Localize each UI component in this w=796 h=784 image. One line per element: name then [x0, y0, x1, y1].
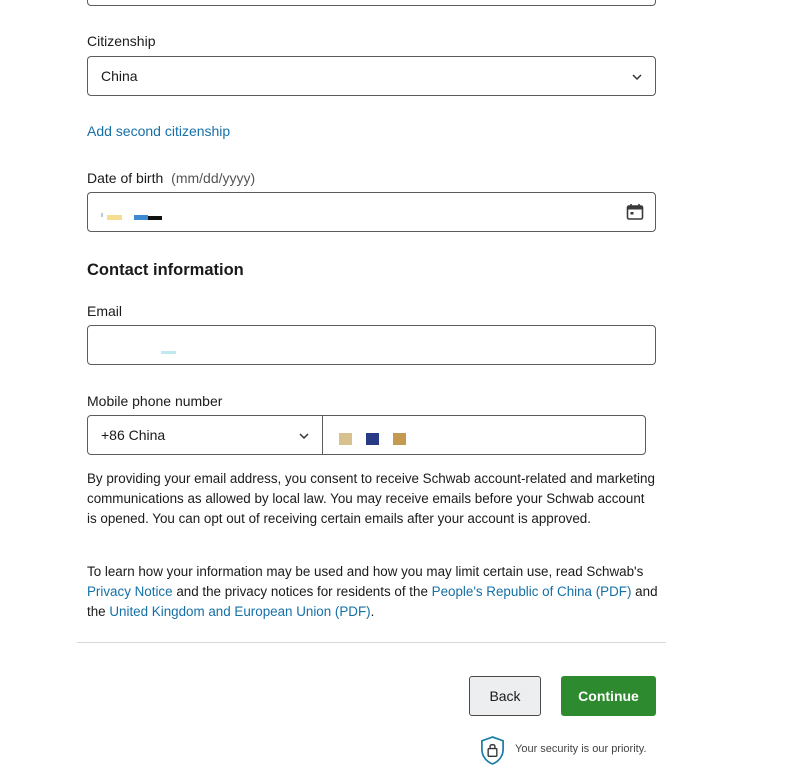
- dob-hint: (mm/dd/yyyy): [171, 170, 256, 186]
- privacy-and-the: and the: [87, 584, 658, 619]
- phone-number-input[interactable]: [322, 415, 646, 455]
- privacy-end: .: [370, 604, 375, 619]
- redacted-value: [393, 433, 406, 445]
- citizenship-select[interactable]: [87, 56, 656, 96]
- citizenship-selected-value: China: [101, 68, 138, 84]
- email-input[interactable]: [87, 325, 656, 365]
- contact-heading: Contact information: [87, 261, 244, 279]
- previous-field[interactable]: [87, 0, 656, 6]
- add-second-citizenship-link[interactable]: Add second citizenship: [87, 123, 231, 139]
- divider: [77, 642, 666, 643]
- chevron-down-icon: [297, 429, 311, 443]
- china-privacy-link[interactable]: People's Republic of China (PDF): [431, 584, 632, 599]
- calendar-icon[interactable]: [626, 203, 644, 221]
- dob-label-text: Date of birth: [87, 170, 164, 186]
- country-code-value: +86 China: [101, 427, 166, 443]
- country-code-select[interactable]: [87, 415, 324, 455]
- privacy-intro: To learn how your information may be used and how you may limit certain use, read Schwab's: [87, 564, 644, 579]
- back-button[interactable]: Back: [469, 676, 541, 716]
- redacted-value: [161, 351, 176, 354]
- dob-input[interactable]: [87, 192, 656, 232]
- dob-label: [87, 170, 255, 186]
- citizenship-label: Citizenship: [87, 33, 156, 49]
- uk-eu-privacy-link[interactable]: United Kingdom and European Union (PDF): [109, 604, 371, 619]
- redacted-value: [148, 216, 162, 220]
- redacted-value: [107, 215, 122, 220]
- redacted-value: [366, 433, 379, 445]
- privacy-text: [87, 562, 662, 622]
- continue-button[interactable]: Continue: [561, 676, 656, 716]
- security-text: Your security is our priority.: [515, 743, 647, 755]
- phone-label: Mobile phone number: [87, 393, 223, 409]
- chevron-down-icon: [630, 70, 644, 84]
- redacted-value: [339, 433, 352, 445]
- shield-lock-icon: [479, 735, 506, 766]
- privacy-notice-link[interactable]: Privacy Notice: [87, 584, 173, 599]
- redacted-value: [134, 215, 148, 220]
- email-consent-text: By providing your email address, you consent to receive Schwab account-related and marketing communications as allowed by local law. You may receive emails before your Schwab account is opened. You can opt out of receiving certain emails after your account is approved.: [87, 471, 655, 526]
- email-label: Email: [87, 303, 123, 319]
- redacted-value: [101, 213, 103, 217]
- privacy-middle: and the privacy notices for residents of the: [176, 584, 428, 599]
